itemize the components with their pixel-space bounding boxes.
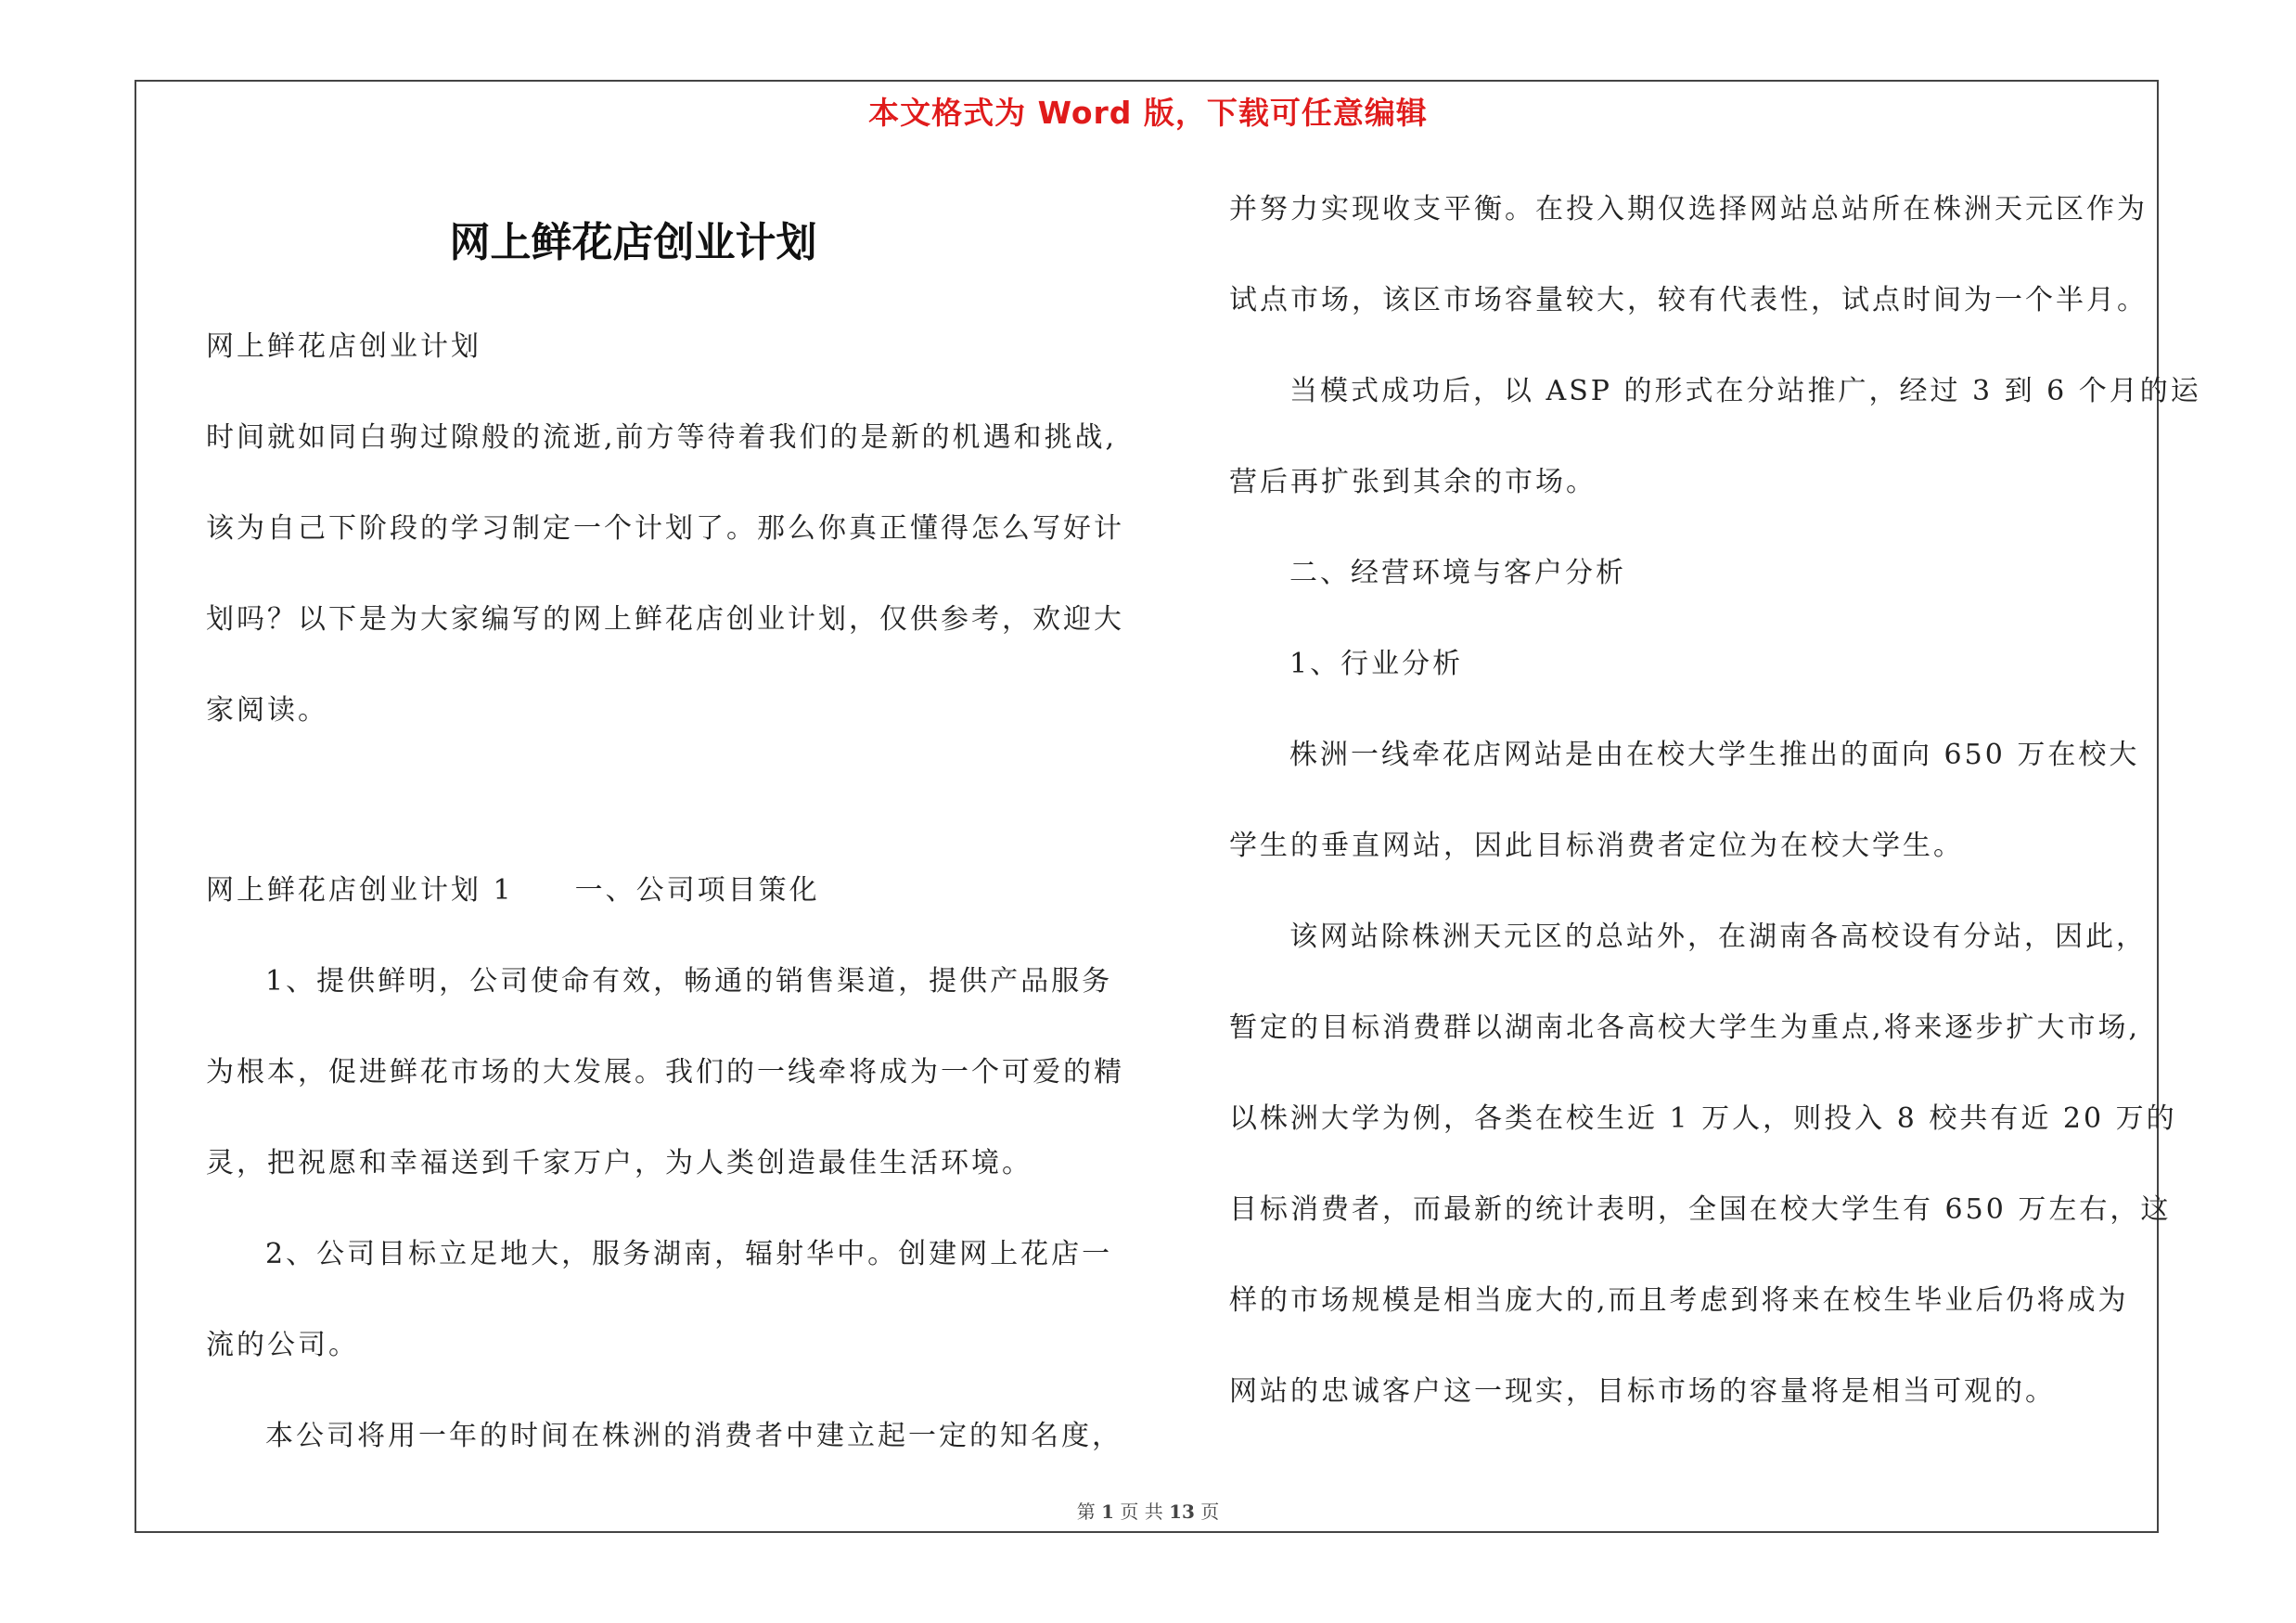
paragraph-line: 该网站除株洲天元区的总站外，在湖南各高校设有分站，因此， (1289, 921, 2147, 953)
paragraph-line: 株洲一线牵花店网站是由在校大学生推出的面向 650 万在校大 (1289, 739, 2140, 771)
page-number-footer (0, 1497, 2296, 1524)
paragraph-line: 灵，把祝愿和幸福送到千家万户，为人类创造最佳生活环境。 (206, 1147, 1033, 1179)
paragraph-line: 网站的忠诚客户这一现实，目标市场的容量将是相当可观的。 (1229, 1375, 2056, 1408)
paragraph-line: 网上鲜花店创业计划 (206, 330, 481, 363)
paragraph-line: 并努力实现收支平衡。在投入期仅选择网站总站所在株洲天元区作为 (1229, 193, 2148, 225)
current-page-number: 1 (1101, 1501, 1114, 1523)
paragraph-line: 暂定的目标消费群以湖南北各高校大学生为重点,将来逐步扩大市场, (1229, 1011, 2141, 1044)
paragraph-line: 目标消费者，而最新的统计表明，全国在校大学生有 650 万左右，这 (1229, 1193, 2172, 1226)
word-format-banner: 本文格式为 Word 版，下载可任意编辑 (868, 95, 1428, 131)
footer-suffix: 页 (1200, 1501, 1220, 1523)
total-page-number: 13 (1169, 1501, 1195, 1523)
section-heading: 网上鲜花店创业计划 1 一、公司项目策化 (206, 874, 820, 907)
paragraph-line: 样的市场规模是相当庞大的,而且考虑到将来在校生毕业后仍将成为 (1229, 1284, 2129, 1317)
section-heading: 1、行业分析 (1289, 648, 1464, 680)
section-heading: 二、经营环境与客户分析 (1289, 557, 1626, 589)
footer-mid: 页 共 (1120, 1501, 1163, 1523)
paragraph-line: 该为自己下阶段的学习制定一个计划了。那么你真正懂得怎么写好计 (206, 512, 1124, 545)
paragraph-line: 学生的垂直网站，因此目标消费者定位为在校大学生。 (1229, 830, 1964, 862)
document-title: 网上鲜花店创业计划 (449, 219, 817, 266)
paragraph-line: 流的公司。 (206, 1329, 359, 1361)
paragraph-line: 为根本，促进鲜花市场的大发展。我们的一线牵将成为一个可爱的精 (206, 1056, 1124, 1088)
paragraph-line: 1、提供鲜明，公司使命有效，畅通的销售渠道，提供产品服务 (265, 965, 1113, 998)
paragraph-line: 试点市场，该区市场容量较大，较有代表性，试点时间为一个半月。 (1229, 284, 2148, 316)
paragraph-line: 家阅读。 (206, 694, 328, 727)
paragraph-line: 时间就如同白驹过隙般的流逝,前方等待着我们的是新的机遇和挑战, (206, 421, 1118, 454)
paragraph-line: 当模式成功后，以 ASP 的形式在分站推广，经过 3 到 6 个月的运 (1289, 375, 2201, 407)
paragraph-line: 划吗？以下是为大家编写的网上鲜花店创业计划，仅供参考，欢迎大 (206, 603, 1124, 636)
paragraph-line: 以株洲大学为例，各类在校生近 1 万人，则投入 8 校共有近 20 万的 (1229, 1102, 2177, 1135)
paragraph-line: 本公司将用一年的时间在株洲的消费者中建立起一定的知名度， (265, 1420, 1122, 1452)
paragraph-line: 营后再扩张到其余的市场。 (1229, 466, 1597, 498)
footer-prefix: 第 (1076, 1501, 1096, 1523)
paragraph-line: 2、公司目标立足地大，服务湖南，辐射华中。创建网上花店一 (265, 1238, 1113, 1270)
